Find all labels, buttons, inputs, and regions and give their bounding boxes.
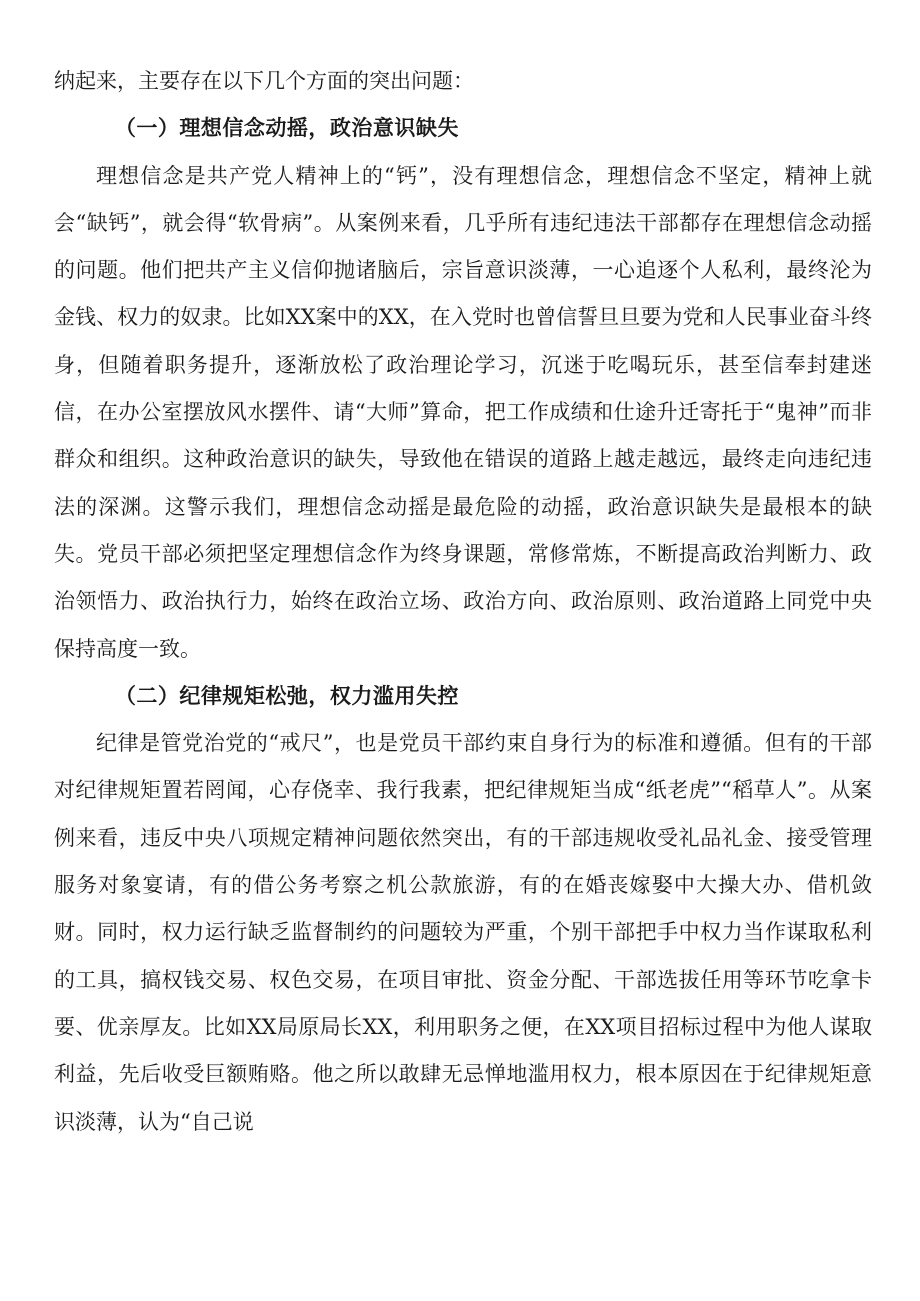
section-heading-1: （一）理想信念动摇，政治意识缺失 [114,116,459,141]
section-paragraph-1: 理想信念是共产党人精神上的“钙”，没有理想信念，理想信念不坚定，精神上就会“缺钙”，就会得“软骨病”。从案例来看，几乎所有违纪违法干部都存在理想信念动摇的问题。他们把共产主义信仰抛诸脑后，宗旨意识淡薄，一心追逐个人私利，最终沦为金钱、权力的奴隶。比如XX案中的XX，在入党时也曾信誓旦旦要为党和人民事业奋斗终身，但随着职务提升，逐渐放松了政治理论学习，沉迷于吃喝玩乐，甚至信奉封建迷信，在办公室摆放风水摆件、请“大师”算命，把工作成绩和仕途升迁寄托于“鬼神”而非群众和组织。这种政治意识的缺失，导致他在错误的道路上越走越远，最终走向违纪违法的深渊。这警示我们，理想信念动摇是最危险的动摇，政治意识缺失是最根本的缺失。党员干部必须把坚定理想信念作为终身课题，常修常炼，不断提高政治判断力、政治领悟力、政治执行力，始终在政治立场、政治方向、政治原则、政治道路上同党中央保持高度一致。 [54,163,872,661]
continued-paragraph: 纳起来，主要存在以下几个方面的突出问题： [54,69,474,93]
section-paragraph-2: 纪律是管党治党的“戒尺”，也是党员干部约束自身行为的标准和遵循。但有的干部对纪律规矩置若罔闻，心存侥幸、我行我素，把纪律规矩当成“纸老虎”“稻草人”。从案例来看，违反中央八项规定精神问题依然突出，有的干部违规收受礼品礼金、接受管理服务对象宴请，有的借公务考察之机公款旅游，有的在婚丧嫁娶中大操大办、借机敛财。同时，权力运行缺乏监督制约的问题较为严重，个别干部把手中权力当作谋取私利的工具，搞权钱交易、权色交易，在项目审批、资金分配、干部选拔任用等环节吃拿卡要、优亲厚友。比如XX局原局长XX，利用职务之便，在XX项目招标过程中为他人谋取利益，先后收受巨额贿赂。他之所以敢肆无忌惮地滥用权力，根本原因在于纪律规矩意识淡薄，认为“自己说 [54,731,872,1134]
document-body [54,58,872,1146]
section-heading-2: （二）纪律规矩松弛，权力滥用失控 [114,683,459,708]
